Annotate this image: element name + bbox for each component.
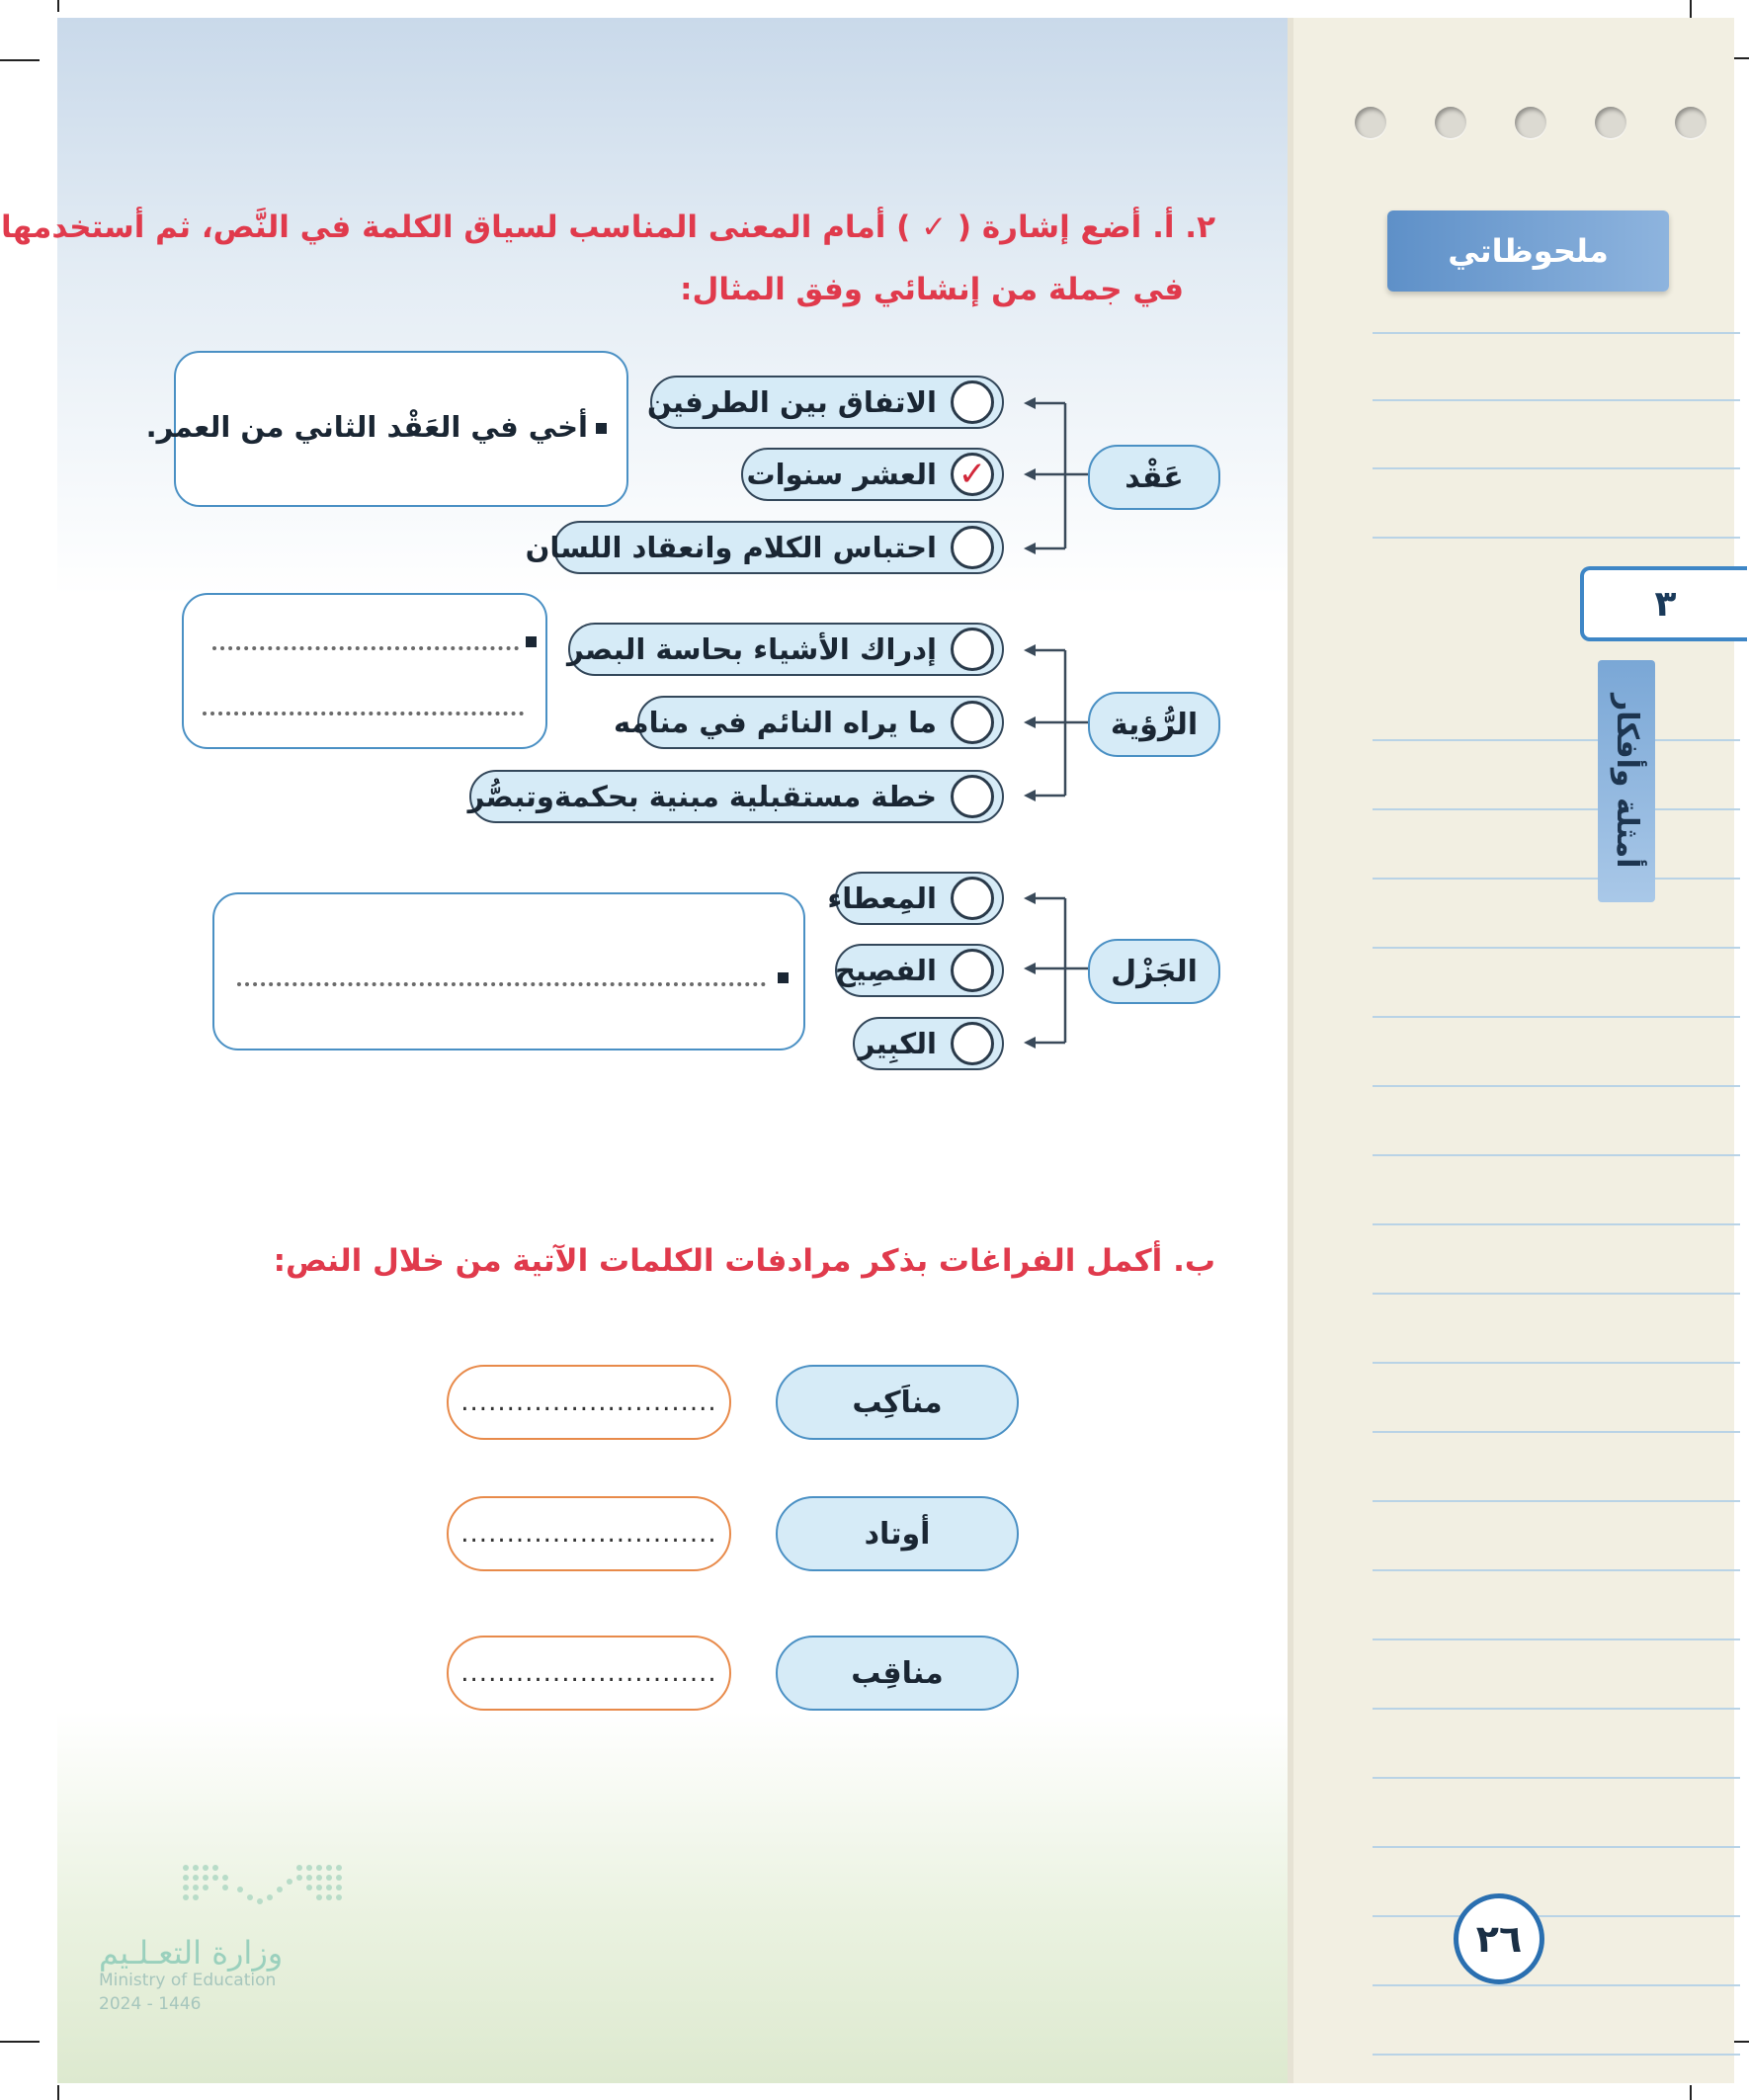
option-label: الكبِير	[858, 1027, 937, 1060]
ministry-logo-icon	[97, 1858, 354, 1917]
vocab-word-ruya: الرُّؤية	[1088, 692, 1220, 757]
notebook-line	[1373, 1638, 1740, 1640]
ministry-name-ar: وزارة التعـلـيم	[99, 1934, 284, 1972]
crop-mark	[1690, 2085, 1692, 2100]
vocab-word-aqd: عَقْد	[1088, 445, 1220, 510]
notebook-line	[1373, 1777, 1740, 1779]
option-3-3[interactable]	[853, 1017, 1004, 1070]
check-icon[interactable]: ✓	[951, 453, 994, 496]
vocab-word-jazl: الجَزْل	[1088, 939, 1220, 1004]
answer-line[interactable]	[237, 982, 766, 986]
radio-circle[interactable]	[951, 877, 994, 920]
radio-circle[interactable]	[951, 949, 994, 992]
page-number: ٢٦	[1454, 1893, 1544, 1984]
notebook-line	[1373, 1915, 1740, 1917]
radio-circle[interactable]	[951, 701, 994, 744]
synonym-word-3: مناقِب	[776, 1636, 1019, 1711]
notebook-line	[1373, 2054, 1740, 2056]
unit-title: أمثلة وأفكار	[1598, 660, 1655, 902]
notebook-line	[1373, 1154, 1740, 1156]
notebook-line	[1373, 1362, 1740, 1364]
sentence-box-2	[182, 593, 547, 749]
unit-number: ٣	[1580, 566, 1747, 641]
option-label: الاتفاق بين الطرفين	[646, 385, 937, 419]
question-b-prompt: ب. أكمل الفراغات بذكر مرادفات الكلمات الآتية من خلال النص:	[273, 1243, 1215, 1279]
crop-mark	[57, 2085, 59, 2100]
question-a-line1: ٢. أ. أضع إشارة ( ✓ ) أمام المعنى المناسب لسياق الكلمة في النَّص، ثم أستخدمها	[1, 210, 1215, 245]
ministry-year: 2024 - 1446	[99, 1994, 202, 2014]
option-1-2[interactable]	[741, 448, 1004, 501]
answer-line[interactable]	[212, 646, 519, 650]
option-label: خطة مستقبلية مبنية بحكمةوتبصُّر	[467, 780, 937, 813]
radio-circle[interactable]	[951, 1022, 994, 1065]
option-label: إدراك الأشياء بحاسة البصر	[567, 632, 937, 666]
radio-circle[interactable]	[951, 380, 994, 424]
option-2-2[interactable]	[614, 696, 1004, 749]
notebook-line	[1373, 1846, 1740, 1848]
option-label: العشر سنوات	[746, 458, 937, 491]
option-label: المِعطاء	[827, 882, 937, 915]
radio-circle[interactable]	[951, 775, 994, 818]
example-sentence: أخي في العَقْد الثاني من العمر.	[145, 410, 588, 444]
notebook-line	[1373, 1984, 1740, 1986]
option-label: الفصِيح	[834, 954, 937, 987]
option-label: احتباس الكلام وانعقاد اللسان	[525, 531, 937, 564]
synonym-answer-1[interactable]: ............................	[447, 1365, 731, 1440]
bullet-square	[526, 636, 537, 647]
option-3-1[interactable]	[827, 872, 1004, 925]
notebook-line	[1373, 1500, 1740, 1502]
notebook-line	[1373, 1293, 1740, 1295]
ministry-name-en: Ministry of Education	[99, 1971, 277, 1990]
question-a-line2: في جملة من إنشائي وفق المثال:	[680, 272, 1184, 307]
crop-mark	[0, 2041, 40, 2043]
sentence-box-3	[212, 892, 805, 1050]
synonym-answer-3[interactable]: ............................	[447, 1636, 731, 1711]
radio-circle[interactable]	[951, 628, 994, 671]
notebook-line	[1373, 1569, 1740, 1571]
radio-circle[interactable]	[951, 526, 994, 569]
notebook-line	[1373, 1223, 1740, 1225]
notebook-line	[1373, 1431, 1740, 1433]
option-1-1[interactable]	[646, 376, 1004, 429]
bullet-square	[596, 423, 607, 434]
option-1-3[interactable]	[525, 521, 1004, 574]
option-3-2[interactable]	[835, 944, 1004, 997]
synonym-word-2: أوتاد	[776, 1496, 1019, 1571]
bullet-square	[778, 972, 789, 983]
notebook-line	[1373, 1708, 1740, 1710]
synonym-word-1: مناَكِب	[776, 1365, 1019, 1440]
synonym-answer-2[interactable]: ............................	[447, 1496, 731, 1571]
option-2-1[interactable]	[568, 623, 1004, 676]
answer-line[interactable]	[203, 712, 524, 715]
option-2-3[interactable]	[469, 770, 1004, 823]
notes-tab: ملحوظاتي	[1387, 210, 1669, 292]
option-label: ما يراه النائم في منامه	[614, 706, 937, 739]
